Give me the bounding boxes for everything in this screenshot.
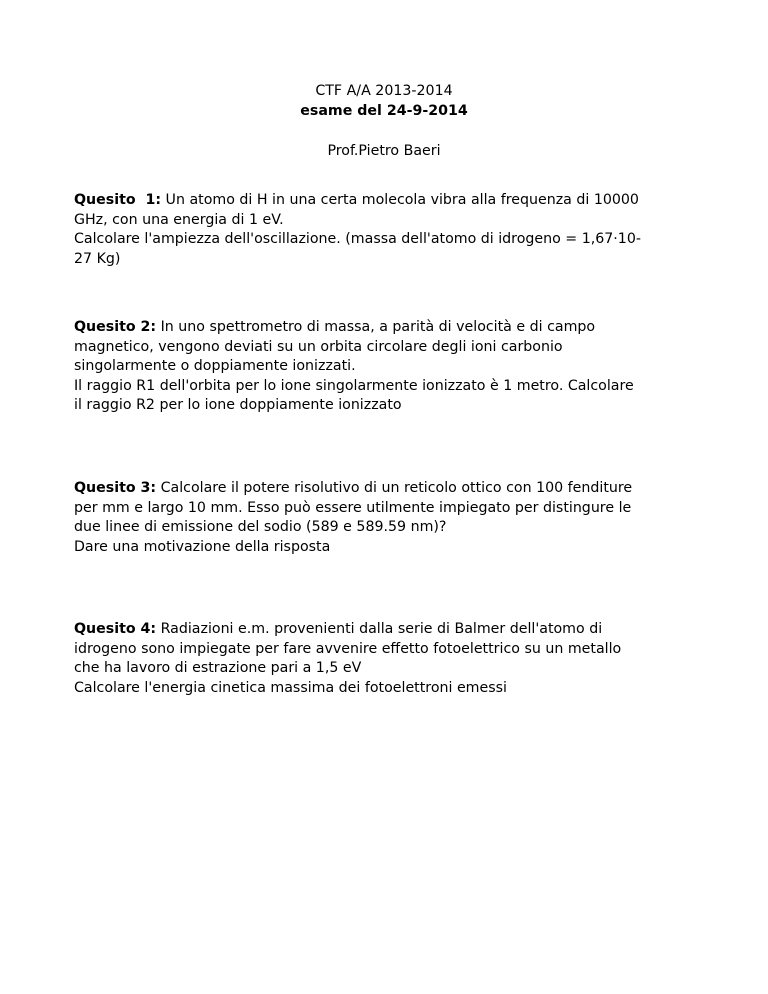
question-2-label: Quesito 2: [74, 319, 157, 335]
question-4-line-2: idrogeno sono impiegate per fare avvenire effetto fotoelettrico su un metallo [74, 640, 622, 657]
question-4-label: Quesito 4: [74, 621, 157, 637]
question-1-line-1 [74, 191, 704, 211]
question-1 [74, 191, 704, 269]
question-2-text: In uno spettrometro di massa, a parità di velocità e di campo [156, 319, 596, 335]
question-4-line-4: Calcolare l'energia cinetica massima dei fotoelettroni emessi [74, 679, 507, 696]
question-3-line-1 [74, 479, 704, 499]
exam-date-title: esame del 24-9-2014 [300, 103, 468, 119]
question-4-text: Radiazioni e.m. provenienti dalla serie di Balmer dell'atomo di [156, 621, 603, 637]
question-2-line-2: magnetico, vengono deviati su un orbita circolare degli ioni carbonio [74, 338, 563, 355]
question-1-text: Un atomo di H in una certa molecola vibra alla frequenza di 10000 [161, 192, 639, 208]
question-4 [74, 620, 704, 698]
question-1-line-4: 27 Kg) [74, 250, 121, 267]
professor-name: Prof.Pietro Baeri [327, 143, 441, 159]
question-1-line-2: GHz, con una energia di 1 eV. [74, 211, 284, 228]
question-1-line-3: Calcolare l'ampiezza dell'oscillazione. (massa dell'atomo di idrogeno = 1,67·10- [74, 231, 641, 248]
question-3-line-3: due linee di emissione del sodio (589 e 589.59 nm)? [74, 519, 447, 536]
question-3-line-2: per mm e largo 10 mm. Esso può essere utilmente impiegato per distingure le [74, 499, 632, 516]
question-4-line-3: che ha lavoro di estrazione pari a 1,5 eV [74, 660, 362, 677]
question-3 [74, 479, 704, 557]
exam-header [0, 81, 768, 161]
question-2-line-1 [74, 318, 704, 338]
question-4-line-1 [74, 620, 704, 640]
question-2-line-5: il raggio R2 per lo ione doppiamente ionizzato [74, 397, 402, 414]
course-title: CTF A/A 2013-2014 [315, 83, 453, 99]
question-3-line-4: Dare una motivazione della risposta [74, 538, 331, 555]
question-2-line-3: singolarmente o doppiamente ionizzati. [74, 358, 356, 375]
question-3-label: Quesito 3: [74, 480, 157, 496]
question-3-text: Calcolare il potere risolutivo di un reticolo ottico con 100 fenditure [156, 480, 633, 496]
question-2 [74, 318, 704, 416]
question-1-label: Quesito 1: [74, 192, 162, 208]
question-2-line-4: Il raggio R1 dell'orbita per lo ione singolarmente ionizzato è 1 metro. Calcolare [74, 377, 634, 394]
